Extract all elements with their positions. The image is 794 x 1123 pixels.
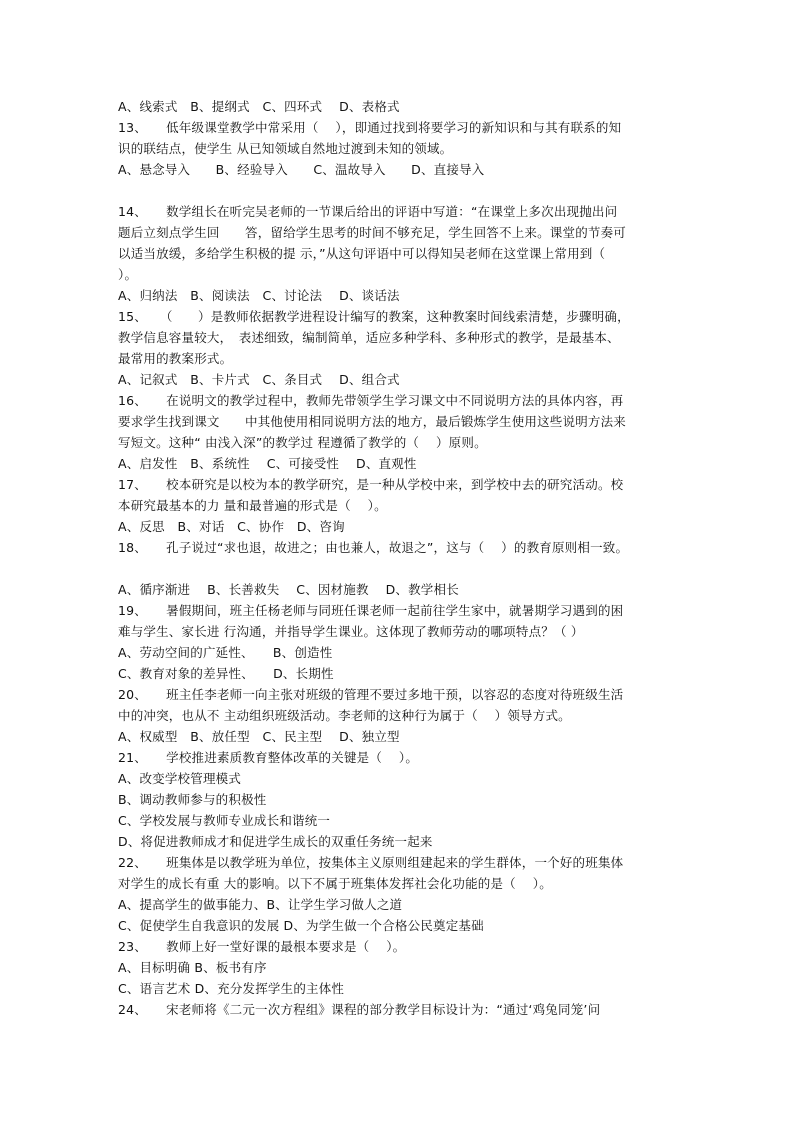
text-line: A、归纳法 B、阅读法 C、讨论法 D、谈话法 bbox=[118, 288, 400, 303]
text-line: 22、 班集体是以教学班为单位，按集体主义原则组建起来的学生群体，一个好的班集体 bbox=[118, 855, 624, 870]
text-line: A、改变学校管理模式 bbox=[118, 771, 242, 786]
document-page bbox=[118, 96, 678, 1020]
text-line: A、线索式 B、提纲式 C、四环式 D、表格式 bbox=[118, 99, 400, 114]
text-line: A、权威型 B、放任型 C、民主型 D、独立型 bbox=[118, 729, 400, 744]
text-line: A、劳动空间的广延性、 B、创造性 bbox=[118, 645, 333, 660]
text-line: 本研究最基本的力 量和最普遍的形式是（ ）。 bbox=[118, 498, 387, 513]
text-line: A、反思 B、对话 C、协作 D、咨询 bbox=[118, 519, 345, 534]
text-line: C、学校发展与教师专业成长和谐统一 bbox=[118, 813, 331, 828]
text-line: 最常用的教案形式。 bbox=[118, 351, 233, 366]
blank-line bbox=[118, 558, 678, 579]
text-line: 中的冲突，也从不 主动组织班级活动。李老师的这种行为属于（ ）领导方式。 bbox=[118, 708, 571, 723]
text-line: C、教育对象的差异性、 D、长期性 bbox=[118, 666, 334, 681]
text-line: 对学生的成长有重 大的影响。以下不属于班集体发挥社会化功能的是（ ）。 bbox=[118, 876, 552, 891]
text-line: A、循序渐进 B、长善救失 C、因材施教 D、教学相长 bbox=[118, 582, 459, 597]
text-line: A、启发性 B、系统性 C、可接受性 D、直观性 bbox=[118, 456, 417, 471]
text-line: 23、 教师上好一堂好课的最根本要求是（ ）。 bbox=[118, 939, 406, 954]
text-line: 19、 暑假期间，班主任杨老师与同班任课老师一起前往学生家中，就暑期学习遇到的困 bbox=[118, 603, 624, 618]
text-line: 以适当放缓，多给学生积极的提 示，”从这句评语中可以得知吴老师在这堂课上常用到（ bbox=[118, 246, 606, 261]
text-line: 题后立刻点学生回 答，留给学生思考的时间不够充足，学生回答不上来。课堂的节奏可 bbox=[118, 225, 627, 240]
text-line: D、将促进教师成才和促进学生成长的双重任务统一起来 bbox=[118, 834, 433, 849]
text-line: 21、 学校推进素质教育整体改革的关键是（ ）。 bbox=[118, 750, 419, 765]
text-line: 要求学生找到课文 中其他使用相同说明方法的地方，最后锻炼学生使用这些说明方法来 bbox=[118, 414, 627, 429]
text-line: A、记叙式 B、卡片式 C、条目式 D、组合式 bbox=[118, 372, 400, 387]
text-line: C、语言艺术 D、充分发挥学生的主体性 bbox=[118, 981, 345, 996]
text-line: C、促使学生自我意识的发展 D、为学生做一个合格公民奠定基础 bbox=[118, 918, 484, 933]
text-line: A、提高学生的做事能力、B、让学生学习做人之道 bbox=[118, 897, 403, 912]
text-line: 14、 数学组长在听完吴老师的一节课后给出的评语中写道：“在课堂上多次出现抛出问 bbox=[118, 204, 618, 219]
text-line: 15、 （ ）是教师依据教学进程设计编写的教案，这种教案时间线索清楚，步骤明确， bbox=[118, 309, 630, 324]
text-line: ）。 bbox=[118, 267, 138, 282]
blank-line bbox=[118, 180, 678, 201]
text-line: A、悬念导入 B、经验导入 C、温故导入 D、直接导入 bbox=[118, 162, 485, 177]
text-line: 写短文。这种“ 由浅入深”的教学过 程遵循了教学的（ ）原则。 bbox=[118, 435, 487, 450]
text-line: 17、 校本研究是以校为本的教学研究，是一种从学校中来，到学校中去的研究活动。校 bbox=[118, 477, 624, 492]
text-line: 13、 低年级课堂教学中常采用（ ），即通过找到将要学习的新知识和与其有联系的知 bbox=[118, 120, 622, 135]
text-line: 16、 在说明文的教学过程中，教师先带领学生学习课文中不同说明方法的具体内容，再 bbox=[118, 393, 624, 408]
text-line: 24、 宋老师将《二元一次方程组》课程的部分教学目标设计为：“通过‘鸡兔同笼’问 bbox=[118, 1002, 601, 1017]
text-line: B、调动教师参与的积极性 bbox=[118, 792, 267, 807]
text-line: 教学信息容量较大， 表述细致，编制简单，适应多种学科、多种形式的教学，是最基本、 bbox=[118, 330, 620, 345]
text-line: 识的联结点，使学生 从已知领域自然地过渡到未知的领域。 bbox=[118, 141, 453, 156]
text-line: A、目标明确 B、板书有序 bbox=[118, 960, 267, 975]
text-line: 18、 孔子说过“求也退，故进之；由也兼人，故退之”，这与（ ）的教育原则相一致。 bbox=[118, 540, 629, 555]
text-line: 20、 班主任李老师一向主张对班级的管理不要过多地干预，以容忍的态度对待班级生活 bbox=[118, 687, 624, 702]
text-line: 难与学生、家长进 行沟通，并指导学生课业。这体现了教师劳动的哪项特点？（ ） bbox=[118, 624, 584, 639]
